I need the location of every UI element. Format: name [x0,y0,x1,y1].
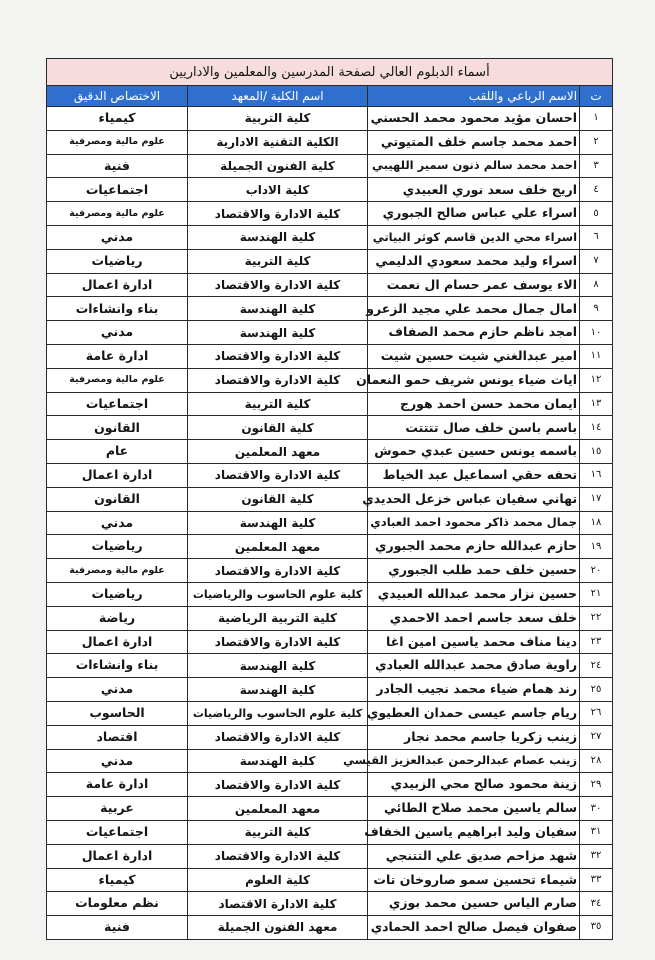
table-row [47,916,613,940]
row-name: ايمان محمد حسن احمد هورج [368,392,580,416]
row-number: ٢٠ [580,559,613,583]
row-number: ١٠ [580,321,613,345]
table-row [47,630,613,654]
table-row [47,749,613,773]
row-number: ٩ [580,297,613,321]
row-number: ٣٢ [580,844,613,868]
row-college: كلية التربية [188,107,368,131]
row-college: الكلية التقنية الادارية [188,130,368,154]
row-name: صارم الياس حسين محمد بوزي [368,892,580,916]
table-row [47,487,613,511]
table-row [47,130,613,154]
row-college: كلية الهندسة [188,321,368,345]
row-college: كلية الهندسة [188,297,368,321]
row-number: ٦ [580,225,613,249]
table-row [47,820,613,844]
table-row [47,321,613,345]
row-specialty: علوم مالية ومصرفية [47,202,188,226]
row-college: كلية القانون [188,487,368,511]
row-college: كلية الادارة والاقتصاد [188,273,368,297]
row-specialty: مدني [47,321,188,345]
row-number: ٣٤ [580,892,613,916]
row-specialty: فنية [47,916,188,940]
row-specialty: بناء وانشاءات [47,297,188,321]
row-specialty: اجتماعيات [47,178,188,202]
table-row [47,535,613,559]
row-college: كلية الادارة والاقتصاد [188,773,368,797]
row-name: رند همام ضياء محمد نجيب الجادر [368,678,580,702]
row-name: دينا مناف محمد ياسين امين اغا [368,630,580,654]
row-college: معهد الفنون الجميلة [188,916,368,940]
table-row [47,868,613,892]
table-row [47,416,613,440]
row-college: كلية التربية [188,820,368,844]
row-number: ١٦ [580,463,613,487]
header-number: ت [580,86,613,107]
row-specialty: الحاسوب [47,701,188,725]
table-row [47,202,613,226]
table-row [47,654,613,678]
diploma-list-table [46,58,613,940]
row-specialty: مدني [47,225,188,249]
table-row [47,297,613,321]
row-number: ٢٦ [580,701,613,725]
row-name: ايات ضياء يونس شريف حمو النعمان [368,368,580,392]
table-row [47,725,613,749]
row-name: امجد ناظم حازم محمد الصفاف [368,321,580,345]
row-name: صفوان فيصل صالح احمد الحمادي [368,916,580,940]
row-number: ١٧ [580,487,613,511]
table-row [47,701,613,725]
row-college: كلية التربية [188,392,368,416]
table-row [47,273,613,297]
row-number: ٥ [580,202,613,226]
table-row [47,582,613,606]
row-number: ٣١ [580,820,613,844]
header-college: اسم الكلية /المعهد [188,86,368,107]
row-college: كلية الفنون الجميلة [188,154,368,178]
row-name: خلف سعد جاسم احمد الاحمدي [368,606,580,630]
row-name: زينب زكريا جاسم محمد نجار [368,725,580,749]
table-row [47,892,613,916]
row-college: كلية التربية [188,249,368,273]
row-number: ٢٣ [580,630,613,654]
row-college: كلية الهندسة [188,678,368,702]
row-name: تهاني سفيان عباس خزعل الحديدي [368,487,580,511]
header-row [47,86,613,107]
row-name: زينب عصام عبدالرحمن عبدالعزيز القيسي [368,749,580,773]
row-specialty: ادارة اعمال [47,273,188,297]
table-row [47,844,613,868]
row-specialty: القانون [47,416,188,440]
row-name: زينة محمود صالح محي الزبيدي [368,773,580,797]
row-specialty: نظم معلومات [47,892,188,916]
row-specialty: ادارة عامة [47,773,188,797]
row-specialty: رياضيات [47,582,188,606]
table-row [47,107,613,131]
row-name: باسم باسن خلف صال تتتتت [368,416,580,440]
row-number: ٣ [580,154,613,178]
row-name: اسراء محي الدين قاسم كوثر البياتي [368,225,580,249]
row-number: ٢٤ [580,654,613,678]
row-name: حازم عبدالله حازم محمد الجبوري [368,535,580,559]
table-row [47,773,613,797]
row-college: كلية الهندسة [188,511,368,535]
row-name: احمد محمد جاسم خلف المتيوتي [368,130,580,154]
row-specialty: اجتماعيات [47,392,188,416]
row-specialty: ادارة اعمال [47,463,188,487]
row-name: الاء يوسف عمر حسام ال نعمت [368,273,580,297]
row-number: ١٢ [580,368,613,392]
row-specialty: كيمياء [47,107,188,131]
row-number: ١٨ [580,511,613,535]
row-college: معهد المعلمين [188,440,368,464]
row-number: ١١ [580,344,613,368]
row-name: شهد مزاحم صديق علي التتنجي [368,844,580,868]
row-number: ٢٢ [580,606,613,630]
row-specialty: القانون [47,487,188,511]
row-specialty: علوم مالية ومصرفية [47,130,188,154]
row-number: ١٤ [580,416,613,440]
row-college: كلية الادارة والاقتصاد [188,202,368,226]
row-specialty: عام [47,440,188,464]
row-number: ٢٧ [580,725,613,749]
row-number: ٢ [580,130,613,154]
row-college: كلية الادارة والاقتصاد [188,630,368,654]
row-college: كلية التربية الرياضية [188,606,368,630]
row-specialty: ادارة اعمال [47,630,188,654]
table-row [47,368,613,392]
row-name: سالم ياسين محمد صلاح الطائي [368,797,580,821]
table-row [47,463,613,487]
row-college: كلية القانون [188,416,368,440]
row-name: امير عبدالغني شيت حسين شيت [368,344,580,368]
table-row [47,249,613,273]
row-college: كلية العلوم [188,868,368,892]
row-specialty: بناء وانشاءات [47,654,188,678]
row-name: جمال محمد ذاكر محمود احمد العبادي [368,511,580,535]
row-name: اريج خلف سعد نوري العبيدي [368,178,580,202]
table-row [47,606,613,630]
row-name: راوية صادق محمد عبدالله العبادي [368,654,580,678]
row-number: ٣٣ [580,868,613,892]
row-college: كلية الادارة الاقتصاد [188,892,368,916]
row-college: كلية الادارة والاقتصاد [188,368,368,392]
row-number: ٢٨ [580,749,613,773]
row-name: احمد محمد سالم ذنون سمير اللهيبي [368,154,580,178]
row-specialty: اجتماعيات [47,820,188,844]
row-number: ١ [580,107,613,131]
row-specialty: اقتصاد [47,725,188,749]
table-row [47,797,613,821]
table-row [47,511,613,535]
row-name: اسراء وليد محمد سعودي الدليمي [368,249,580,273]
row-number: ٣٠ [580,797,613,821]
header-name: الاسم الرباعي واللقب [368,86,580,107]
sheet-title: أسماء الدبلوم العالي لصفحة المدرسين والمعلمين والاداريين [47,59,613,86]
row-name: امال جمال محمد علي مجيد الزعرو [368,297,580,321]
row-name: حسين خلف حمد طلب الجبوري [368,559,580,583]
row-number: ٣٥ [580,916,613,940]
row-name: احسان مؤيد محمود محمد الحسني [368,107,580,131]
row-college: معهد المعلمين [188,797,368,821]
row-number: ١٩ [580,535,613,559]
row-college: كلية علوم الحاسوب والرياضيات [188,582,368,606]
table-body [47,107,613,940]
row-name: سفيان وليد ابراهيم ياسين الخفاف [368,820,580,844]
row-specialty: علوم مالية ومصرفية [47,368,188,392]
row-college: كلية الادارة والاقتصاد [188,463,368,487]
row-specialty: عربية [47,797,188,821]
table-row [47,559,613,583]
row-specialty: علوم مالية ومصرفية [47,559,188,583]
row-specialty: رياضيات [47,249,188,273]
header-specialty: الاختصاص الدقيق [47,86,188,107]
row-number: ٢٥ [580,678,613,702]
row-number: ٧ [580,249,613,273]
table-row [47,344,613,368]
row-college: كلية الادارة والاقتصاد [188,559,368,583]
row-specialty: كيمياء [47,868,188,892]
row-college: كلية الاداب [188,178,368,202]
row-number: ٨ [580,273,613,297]
row-specialty: رياضة [47,606,188,630]
title-row [47,59,613,86]
row-college: كلية الهندسة [188,225,368,249]
row-specialty: مدني [47,749,188,773]
row-specialty: مدني [47,678,188,702]
row-college: كلية الهندسة [188,749,368,773]
row-college: معهد المعلمين [188,535,368,559]
row-college: كلية الادارة والاقتصاد [188,844,368,868]
row-name: ريام جاسم عيسى حمدان العطيوي [368,701,580,725]
row-number: ١٥ [580,440,613,464]
row-name: باسمه يونس حسين عبدي حموش [368,440,580,464]
table-row [47,154,613,178]
row-specialty: ادارة عامة [47,344,188,368]
row-specialty: فنية [47,154,188,178]
row-college: كلية الهندسة [188,654,368,678]
row-number: ٢١ [580,582,613,606]
row-name: اسراء علي عباس صالح الجبوري [368,202,580,226]
table-row [47,225,613,249]
table-row [47,678,613,702]
row-college: كلية الادارة والاقتصاد [188,725,368,749]
row-name: حسين نزار محمد عبدالله العبيدي [368,582,580,606]
row-number: ١٣ [580,392,613,416]
row-college: كلية علوم الحاسوب والرياضيات [188,701,368,725]
row-name: تحفه حقي اسماعيل عبد الخياط [368,463,580,487]
table-row [47,178,613,202]
row-college: كلية الادارة والاقتصاد [188,344,368,368]
table-row [47,440,613,464]
row-specialty: رياضيات [47,535,188,559]
row-number: ٢٩ [580,773,613,797]
row-specialty: مدني [47,511,188,535]
row-number: ٤ [580,178,613,202]
row-specialty: ادارة اعمال [47,844,188,868]
table-row [47,392,613,416]
row-name: شيماء تحسين سمو صاروخان تات [368,868,580,892]
